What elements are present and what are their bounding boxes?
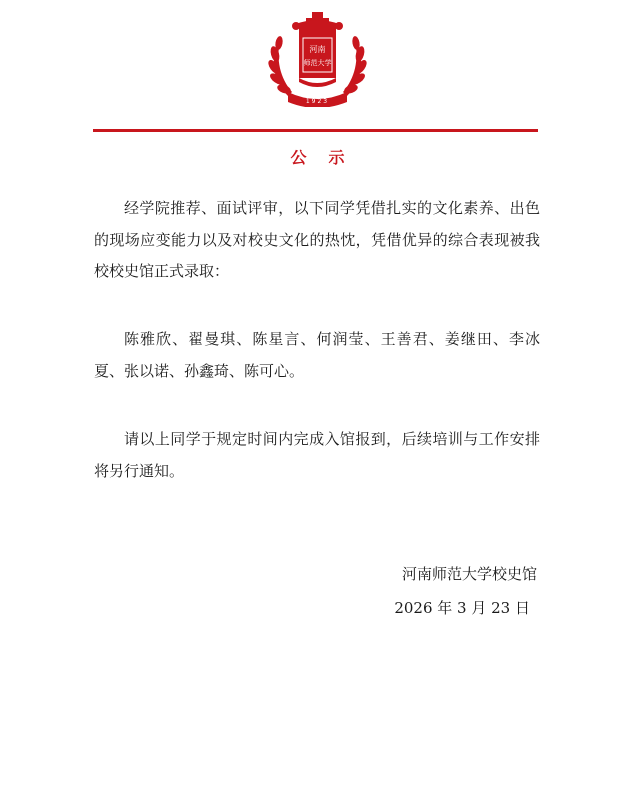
notice-date: 2026 年 3 月 23 日 <box>394 599 530 617</box>
emblem-name-line2: 师范大学 <box>303 59 332 67</box>
university-emblem <box>266 10 369 107</box>
notice-title: 公示 <box>290 148 367 167</box>
notice-paragraph-instructions: 请以上同学于规定时间内完成入馆报到，后续培训与工作安排将另行通知。 <box>94 430 540 480</box>
laurel-left-icon <box>266 35 292 96</box>
notice-paragraph-intro: 经学院推荐、面试评审，以下同学凭借扎实的文化素养、出色的现场应变能力以及对校史文化的热忱，凭借优异的综合表现被我校校史馆正式录取： <box>94 199 540 280</box>
title-divider <box>93 129 538 132</box>
gate-crown-icon <box>292 12 343 32</box>
laurel-right-icon <box>343 35 369 96</box>
notice-signature: 河南师范大学校史馆 <box>401 565 537 583</box>
emblem-year: 1923 <box>305 98 330 105</box>
notice-name-list: 陈雅欣、翟曼琪、陈星言、何润莹、王善君、姜继田、李冰夏、张以诺、孙鑫琦、陈可心。 <box>94 330 540 380</box>
emblem-name-line1: 河南 <box>309 45 326 54</box>
